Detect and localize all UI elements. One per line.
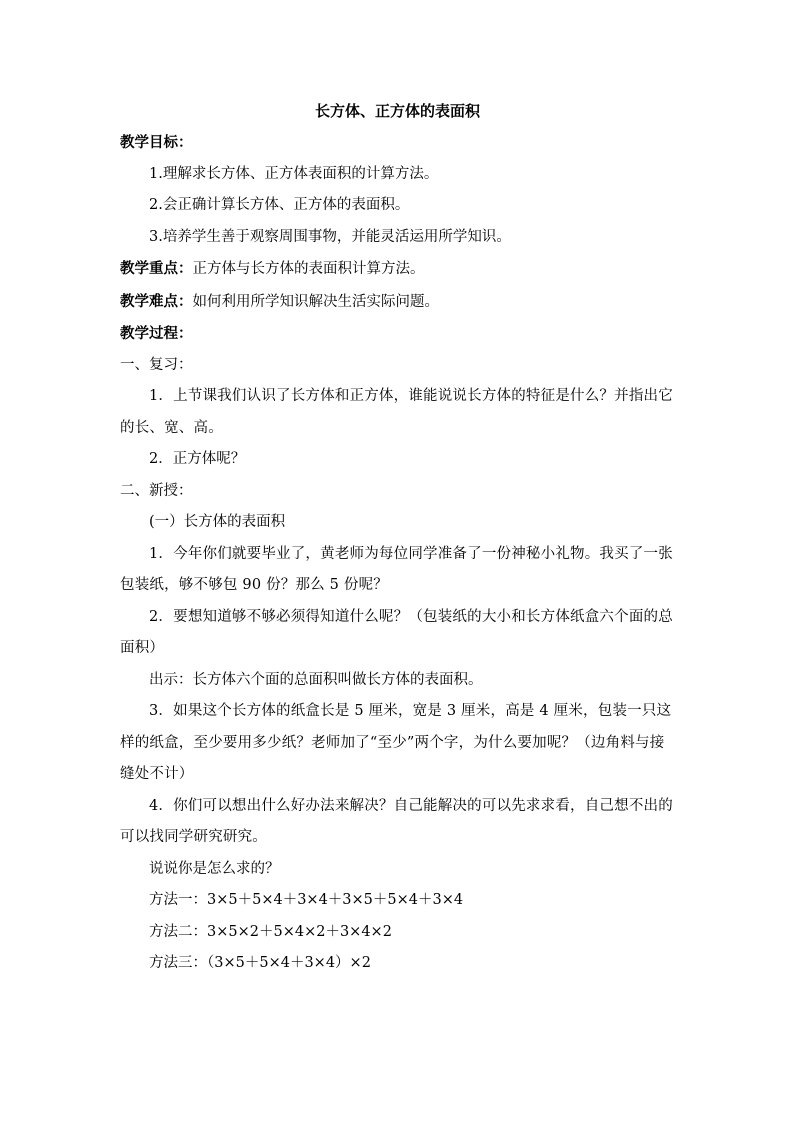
objective-item: 3.培养学生善于观察周围事物，并能灵活运用所学知识。 xyxy=(149,228,511,245)
section-subheading: (一）长方体的表面积 xyxy=(149,514,286,530)
objective-item: 1.理解求长方体、正方体表面积的计算方法。 xyxy=(149,165,439,182)
objectives-heading: 教学目标： xyxy=(120,134,193,151)
discussion-prompt: 说说你是怎么求的？ xyxy=(149,860,280,877)
objective-item: 2.会正确计算长方体、正方体的表面积。 xyxy=(149,197,410,213)
key-point-line xyxy=(120,253,675,286)
lesson-item-2: 2．要想知道够不够必须得知道什么呢？（包装纸的大小和长方体纸盒六个面的总面积） xyxy=(120,608,673,656)
key-point-text: 正方体与长方体的表面积计算方法。 xyxy=(192,261,425,277)
review-question-1: 1．上节课我们认识了长方体和正方体，谁能说说长方体的特征是什么？并指出它的长、宽、高。 xyxy=(120,388,673,436)
review-heading: 一、复习： xyxy=(120,356,193,373)
new-lesson-heading: 二、新授： xyxy=(120,482,193,499)
page-title: 长方体、正方体的表面积 xyxy=(314,102,480,120)
process-heading: 教学过程： xyxy=(120,325,193,342)
review-question-2: 2．正方体呢？ xyxy=(149,451,246,467)
method-3: 方法三：（3×5＋5×4＋3×4）×2 xyxy=(149,955,371,971)
document-content xyxy=(120,95,675,980)
lesson-item-3: 3．如果这个长方体的纸盒长是 5 厘米，宽是 3 厘米，高是 4 厘米，包装一只这样的纸盒，至少要用多少纸？老师加了“至少”两个字，为什么要加呢？（边角料与接缝处不计） xyxy=(120,703,672,782)
difficulty-text: 如何利用所学知识解决生活实际问题。 xyxy=(192,293,439,310)
difficulty-label: 教学难点： xyxy=(120,292,193,310)
lesson-item-1: 1．今年你们就要毕业了，黄老师为每位同学准备了一份神秘小礼物。我买了一张包装纸，够不够包 90 份？那么 5 份呢？ xyxy=(120,545,673,593)
method-2: 方法二：3×5×2＋5×4×2＋3×4×2 xyxy=(149,923,392,940)
key-point-label: 教学重点： xyxy=(120,260,193,277)
difficulty-line xyxy=(120,286,675,319)
lesson-item-4: 4．你们可以想出什么好办法来解决？自己能解决的可以先求求看，自己想不出的可以找同学研究研究。 xyxy=(120,797,673,845)
definition-text: 出示：长方体六个面的总面积叫做长方体的表面积。 xyxy=(149,671,483,688)
method-1: 方法一：3×5＋5×4＋3×4＋3×5＋5×4＋3×4 xyxy=(149,892,464,908)
